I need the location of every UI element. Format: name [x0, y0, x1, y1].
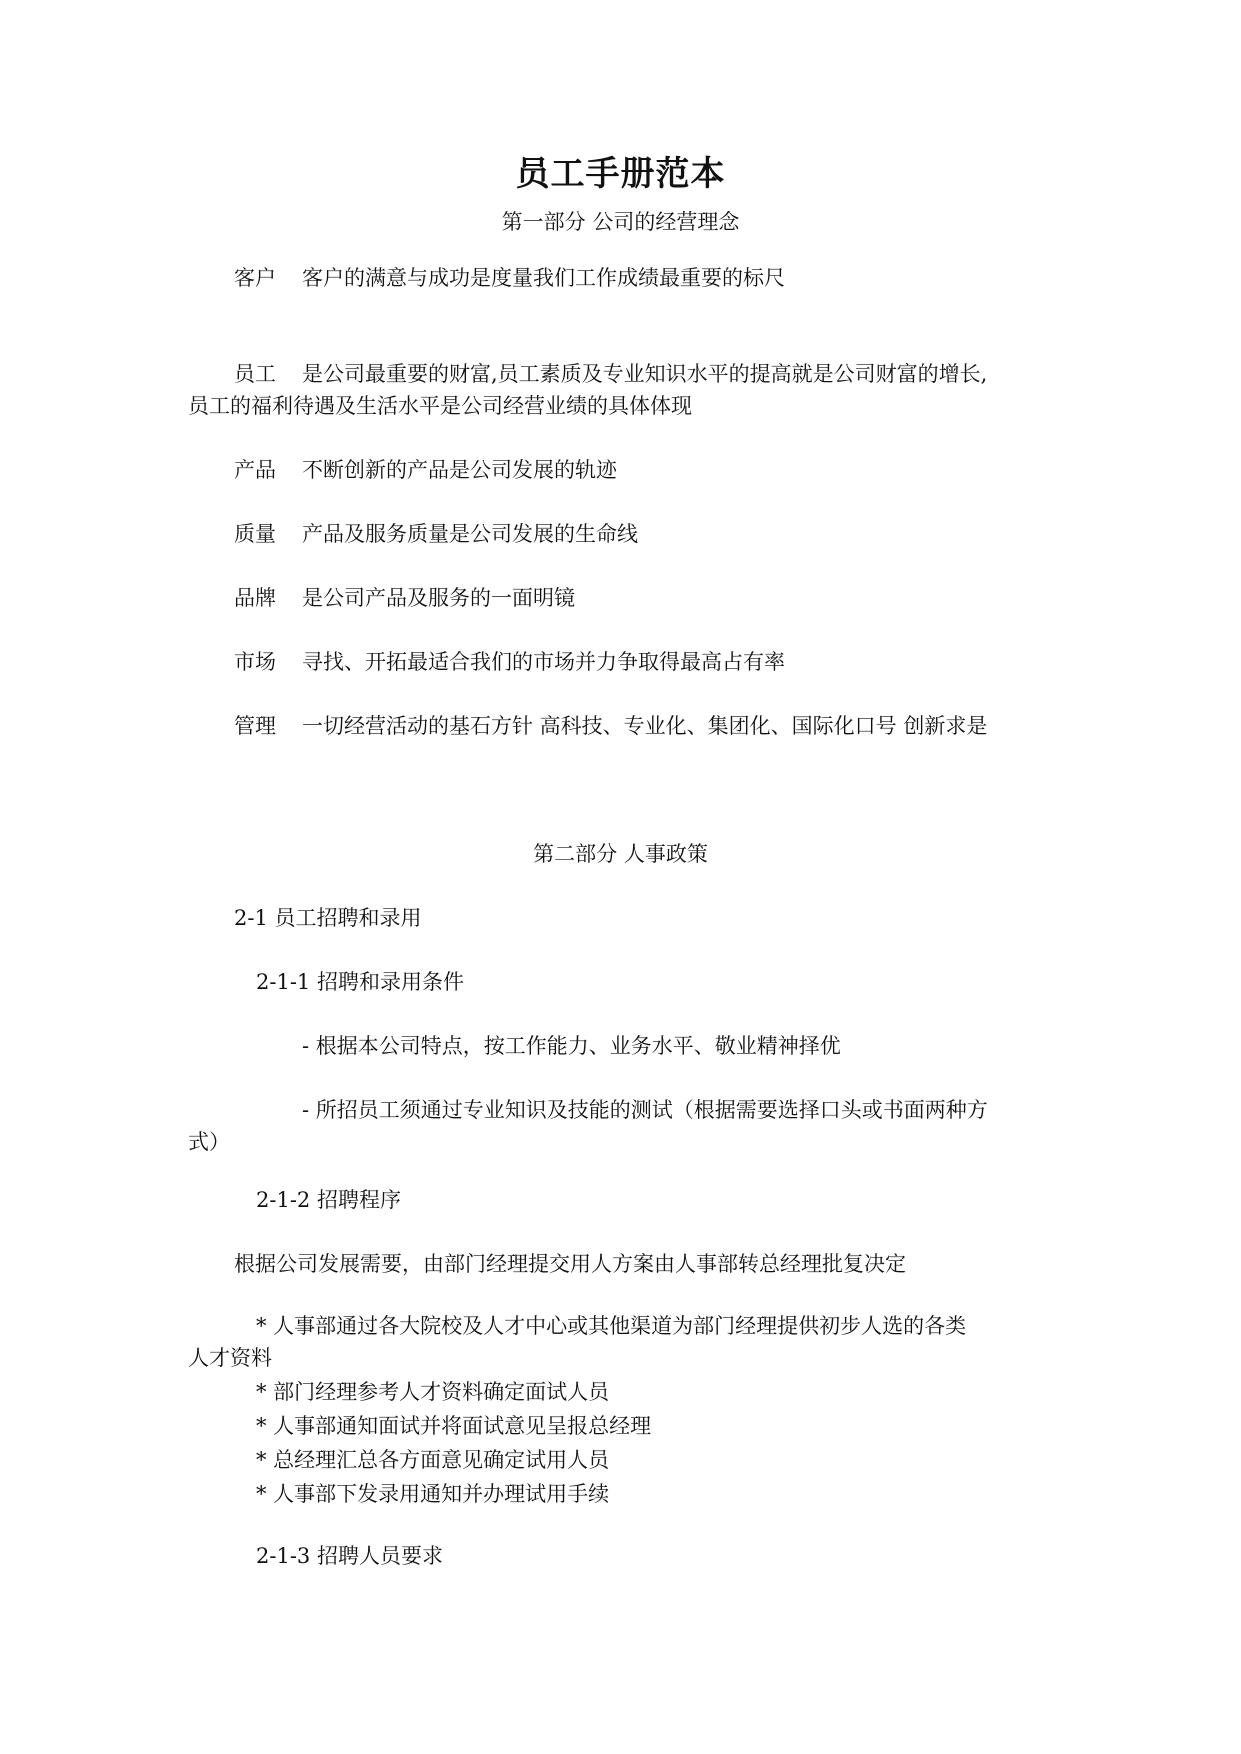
principle-text: 客户的满意与成功是度量我们工作成绩最重要的标尺 — [302, 266, 785, 290]
condition-item: - 根据本公司特点，按工作能力、业务水平、敬业精神择优 — [302, 1034, 841, 1058]
part1-heading: 第一部分 公司的经营理念 — [501, 210, 740, 234]
principle-market — [234, 648, 785, 676]
part2-heading: 第二部分 人事政策 — [533, 842, 708, 866]
principle-label: 品牌 — [234, 586, 276, 610]
section-2-1: 2-1 员工招聘和录用 — [234, 906, 422, 930]
principle-label: 市场 — [234, 650, 276, 674]
principle-text: 不断创新的产品是公司发展的轨迹 — [302, 458, 617, 482]
principle-label: 员工 — [234, 362, 276, 386]
principle-quality — [234, 520, 638, 548]
principle-product — [234, 456, 617, 484]
procedure-step: * 人事部下发录用通知并办理试用手续 — [256, 1482, 610, 1506]
principle-label: 管理 — [234, 714, 276, 738]
principle-label: 客户 — [234, 266, 276, 290]
section-2-1-3: 2-1-3 招聘人员要求 — [256, 1544, 443, 1568]
condition-item-cont: 式） — [188, 1130, 230, 1154]
principle-management — [234, 712, 987, 740]
document-title: 员工手册范本 — [515, 154, 726, 194]
procedure-step-cont: 人才资料 — [188, 1346, 272, 1370]
principle-label: 产品 — [234, 458, 276, 482]
procedure-intro: 根据公司发展需要，由部门经理提交用人方案由人事部转总经理批复决定 — [234, 1252, 906, 1276]
principle-text: 是公司产品及服务的一面明镜 — [302, 586, 575, 610]
principle-label: 质量 — [234, 522, 276, 546]
principle-text: 一切经营活动的基石方针 高科技、专业化、集团化、国际化口号 创新求是 — [302, 714, 988, 738]
principle-brand — [234, 584, 575, 612]
procedure-step: * 人事部通知面试并将面试意见呈报总经理 — [256, 1414, 652, 1438]
procedure-step: * 总经理汇总各方面意见确定试用人员 — [256, 1448, 610, 1472]
principle-employee-cont: 员工的福利待遇及生活水平是公司经营业绩的具体体现 — [188, 394, 692, 418]
principle-text: 产品及服务质量是公司发展的生命线 — [302, 522, 638, 546]
principle-text: 寻找、开拓最适合我们的市场并力争取得最高占有率 — [302, 650, 785, 674]
procedure-step: * 人事部通过各大院校及人才中心或其他渠道为部门经理提供初步人选的各类 — [256, 1314, 967, 1338]
procedure-step: * 部门经理参考人才资料确定面试人员 — [256, 1380, 610, 1404]
section-2-1-1: 2-1-1 招聘和录用条件 — [256, 970, 464, 994]
principle-customer — [234, 264, 785, 292]
condition-item: - 所招员工须通过专业知识及技能的测试（根据需要选择口头或书面两种方 — [302, 1098, 988, 1122]
section-2-1-2: 2-1-2 招聘程序 — [256, 1188, 401, 1212]
principle-employee — [234, 360, 987, 388]
principle-text: 是公司最重要的财富,员工素质及专业知识水平的提高就是公司财富的增长, — [302, 362, 988, 386]
